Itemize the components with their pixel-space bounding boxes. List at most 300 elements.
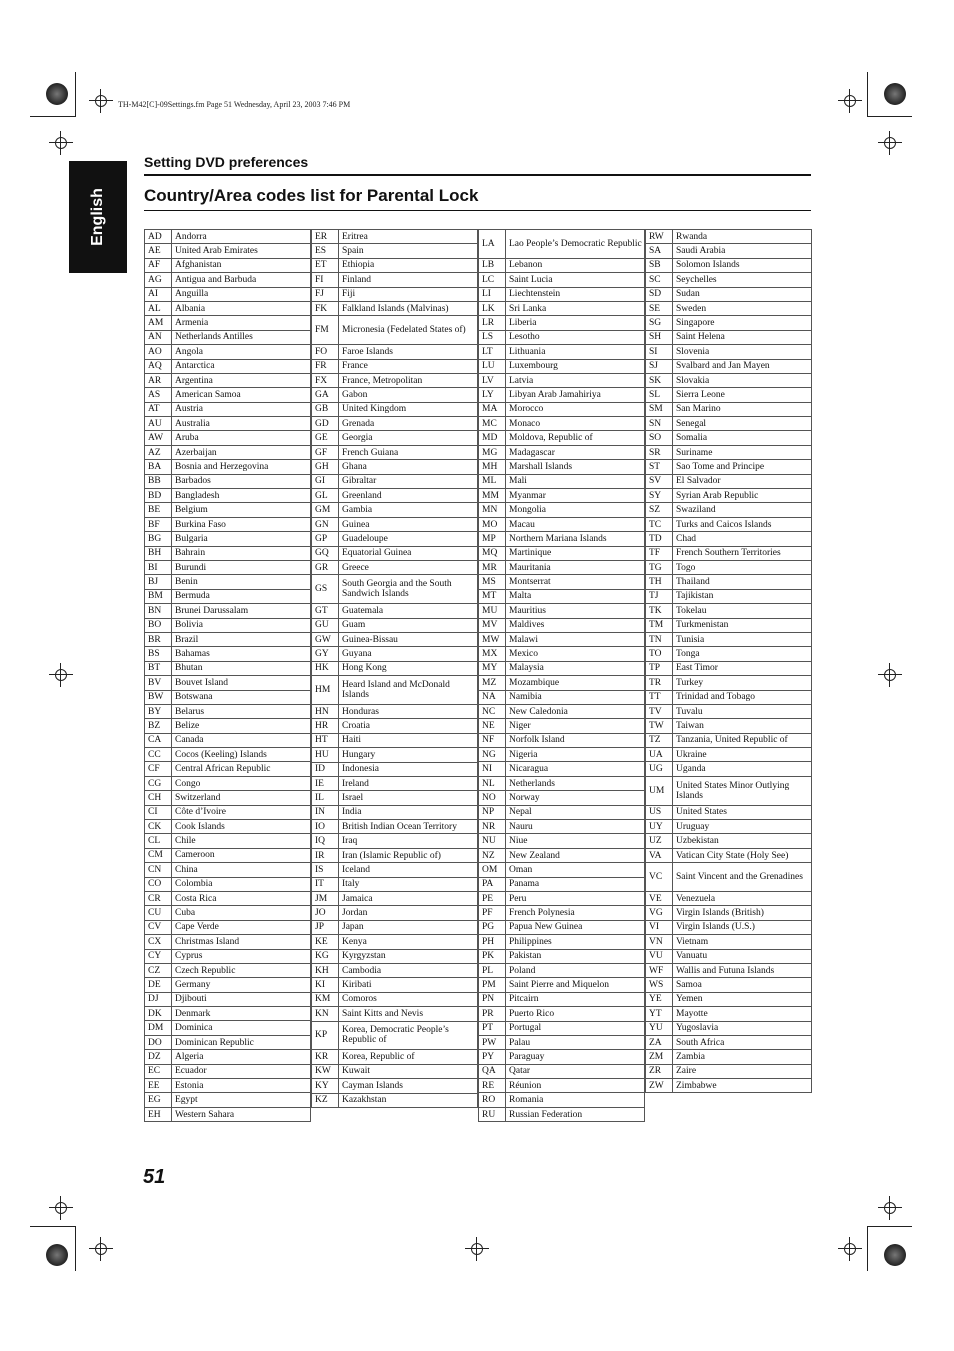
country-name: Algeria xyxy=(172,1050,311,1064)
country-name: Azerbaijan xyxy=(172,445,311,459)
country-code: VU xyxy=(646,949,673,963)
country-code: GT xyxy=(312,604,339,618)
code-row xyxy=(145,805,311,819)
country-name: Chile xyxy=(172,834,311,848)
country-name: France xyxy=(339,359,478,373)
country-name: Mauritania xyxy=(506,561,645,575)
country-code: WS xyxy=(646,978,673,992)
country-name: Bhutan xyxy=(172,661,311,675)
country-name: Sierra Leone xyxy=(673,388,812,402)
country-code: BN xyxy=(145,604,172,618)
country-code: RW xyxy=(646,230,673,244)
country-code: CO xyxy=(145,877,172,891)
country-name: South Georgia and the South Sandwich Islands xyxy=(339,575,478,604)
country-name: Guinea-Bissau xyxy=(339,632,478,646)
code-row xyxy=(145,632,311,646)
country-code: AE xyxy=(145,244,172,258)
country-name: Israel xyxy=(339,791,478,805)
country-name: Niue xyxy=(506,834,645,848)
country-code: MH xyxy=(479,460,506,474)
country-name: Latvia xyxy=(506,373,645,387)
code-row xyxy=(312,632,478,646)
country-name: Lithuania xyxy=(506,345,645,359)
country-code: TH xyxy=(646,575,673,589)
country-name: Italy xyxy=(339,877,478,891)
code-row xyxy=(312,532,478,546)
code-row xyxy=(646,920,812,934)
country-code: CY xyxy=(145,949,172,963)
country-name: Mayotte xyxy=(673,1007,812,1021)
country-code: AO xyxy=(145,345,172,359)
country-code: KY xyxy=(312,1079,339,1093)
country-name: Jamaica xyxy=(339,892,478,906)
code-row xyxy=(312,287,478,301)
country-name: Marshall Islands xyxy=(506,460,645,474)
code-row xyxy=(145,388,311,402)
code-row xyxy=(145,460,311,474)
country-code: GL xyxy=(312,489,339,503)
crop-mark xyxy=(867,1226,912,1227)
code-row xyxy=(145,230,311,244)
country-name: Vietnam xyxy=(673,935,812,949)
country-name: Haiti xyxy=(339,733,478,747)
section-heading: Setting DVD preferences xyxy=(144,154,309,170)
country-name: Tokelau xyxy=(673,604,812,618)
crop-mark xyxy=(867,116,912,117)
code-row xyxy=(646,316,812,330)
country-code: ST xyxy=(646,460,673,474)
country-name: Malta xyxy=(506,589,645,603)
code-row xyxy=(145,1093,311,1107)
country-code: RU xyxy=(479,1107,506,1121)
country-name: Burundi xyxy=(172,560,311,574)
country-name: Kyrgyzstan xyxy=(339,949,478,963)
code-row xyxy=(312,316,478,345)
country-name: Guadeloupe xyxy=(339,532,478,546)
code-row xyxy=(479,316,645,330)
code-row xyxy=(312,388,478,402)
country-code: PA xyxy=(479,877,506,891)
country-name: Greece xyxy=(339,561,478,575)
country-code: IE xyxy=(312,776,339,790)
country-code: US xyxy=(646,805,673,819)
country-name: Palau xyxy=(506,1035,645,1049)
code-row xyxy=(145,762,311,776)
country-name: Australia xyxy=(172,417,311,431)
country-code: SO xyxy=(646,431,673,445)
country-name: Spain xyxy=(339,244,478,258)
country-name: Singapore xyxy=(673,316,812,330)
country-code: CU xyxy=(145,906,172,920)
code-row xyxy=(479,258,645,272)
country-code: VA xyxy=(646,848,673,862)
code-row xyxy=(145,532,311,546)
country-name: Syrian Arab Republic xyxy=(673,489,812,503)
code-row xyxy=(646,244,812,258)
code-row xyxy=(479,230,645,259)
language-tab-label: English xyxy=(89,188,106,246)
country-code: SI xyxy=(646,345,673,359)
country-code: RE xyxy=(479,1079,506,1093)
crop-mark xyxy=(30,116,75,117)
code-row xyxy=(479,359,645,373)
code-row xyxy=(646,258,812,272)
code-row xyxy=(312,1093,478,1107)
code-row xyxy=(479,632,645,646)
code-row xyxy=(312,892,478,906)
country-name: Somalia xyxy=(673,431,812,445)
code-row xyxy=(312,474,478,488)
country-name: Poland xyxy=(506,963,645,977)
code-row xyxy=(646,676,812,690)
country-name: Saint Kitts and Nevis xyxy=(339,1007,478,1021)
country-name: Uruguay xyxy=(673,820,812,834)
country-name: Solomon Islands xyxy=(673,258,812,272)
country-code: BY xyxy=(145,704,172,718)
country-name: Colombia xyxy=(172,877,311,891)
country-code: LU xyxy=(479,359,506,373)
code-row xyxy=(646,805,812,819)
code-table-column-2 xyxy=(311,229,478,1108)
code-row xyxy=(479,1064,645,1078)
code-row xyxy=(646,575,812,589)
code-row xyxy=(145,273,311,287)
country-code: CK xyxy=(145,820,172,834)
code-row xyxy=(145,935,311,949)
country-code: CN xyxy=(145,863,172,877)
code-row xyxy=(646,733,812,747)
code-row xyxy=(312,978,478,992)
country-code: IQ xyxy=(312,834,339,848)
code-row xyxy=(646,632,812,646)
country-code: KM xyxy=(312,992,339,1006)
country-name: Afghanistan xyxy=(172,258,311,272)
code-row xyxy=(646,273,812,287)
country-code: MO xyxy=(479,517,506,531)
code-row xyxy=(312,546,478,560)
country-name: Saint Vincent and the Grenadines xyxy=(673,863,812,892)
country-code: NP xyxy=(479,805,506,819)
country-code: BT xyxy=(145,661,172,675)
country-code: FJ xyxy=(312,287,339,301)
code-row xyxy=(145,719,311,733)
country-name: Turkmenistan xyxy=(673,618,812,632)
country-code: GP xyxy=(312,532,339,546)
code-row xyxy=(479,733,645,747)
country-code: CG xyxy=(145,776,172,790)
country-name: Northern Mariana Islands xyxy=(506,532,645,546)
country-code: ZR xyxy=(646,1064,673,1078)
country-code: MU xyxy=(479,604,506,618)
country-code: ER xyxy=(312,230,339,244)
country-code: SE xyxy=(646,301,673,315)
country-code: SB xyxy=(646,258,673,272)
country-code: RO xyxy=(479,1093,506,1107)
country-code: PT xyxy=(479,1021,506,1035)
country-name: Saint Lucia xyxy=(506,273,645,287)
country-code: MD xyxy=(479,431,506,445)
country-name: Indonesia xyxy=(339,762,478,776)
code-row xyxy=(646,345,812,359)
country-name: Cape Verde xyxy=(172,920,311,934)
country-name: Puerto Rico xyxy=(506,1007,645,1021)
country-code: MW xyxy=(479,632,506,646)
country-name: Svalbard and Jan Mayen xyxy=(673,359,812,373)
country-name: Mali xyxy=(506,474,645,488)
country-name: Nauru xyxy=(506,820,645,834)
country-code: KZ xyxy=(312,1093,339,1107)
country-name: Myanmar xyxy=(506,489,645,503)
code-row xyxy=(646,230,812,244)
country-code: IN xyxy=(312,805,339,819)
country-name: Western Sahara xyxy=(172,1107,311,1121)
crosshair-mark xyxy=(49,663,73,687)
country-code: MC xyxy=(479,417,506,431)
code-row xyxy=(646,1035,812,1049)
country-code: PY xyxy=(479,1050,506,1064)
code-row xyxy=(312,503,478,517)
country-name: Gabon xyxy=(339,388,478,402)
code-row xyxy=(479,460,645,474)
country-name: Peru xyxy=(506,891,645,905)
code-row xyxy=(312,460,478,474)
country-code: FM xyxy=(312,316,339,345)
country-code: MQ xyxy=(479,546,506,560)
page-number: 51 xyxy=(143,1166,166,1188)
code-row xyxy=(312,1079,478,1093)
code-row xyxy=(145,474,311,488)
code-row xyxy=(312,445,478,459)
country-name: Cameroon xyxy=(172,848,311,862)
country-name: Bahamas xyxy=(172,647,311,661)
country-code: ES xyxy=(312,244,339,258)
country-name: United States Minor Outlying Islands xyxy=(673,776,812,805)
country-name: Papua New Guinea xyxy=(506,920,645,934)
language-tab xyxy=(69,161,127,273)
country-code: UZ xyxy=(646,834,673,848)
code-row xyxy=(479,949,645,963)
country-name: French Southern Territories xyxy=(673,546,812,560)
code-row xyxy=(479,776,645,790)
code-row xyxy=(646,719,812,733)
code-row xyxy=(646,949,812,963)
code-row xyxy=(312,273,478,287)
country-code: TC xyxy=(646,517,673,531)
country-code: GI xyxy=(312,474,339,488)
country-code: SM xyxy=(646,402,673,416)
code-row xyxy=(145,589,311,603)
country-code: SN xyxy=(646,417,673,431)
country-name: Honduras xyxy=(339,704,478,718)
country-name: Yugoslavia xyxy=(673,1021,812,1035)
country-name: Philippines xyxy=(506,935,645,949)
country-name: Lebanon xyxy=(506,258,645,272)
country-code: SY xyxy=(646,489,673,503)
country-name: Jordan xyxy=(339,906,478,920)
country-code: DO xyxy=(145,1035,172,1049)
country-code: LV xyxy=(479,373,506,387)
country-name: American Samoa xyxy=(172,388,311,402)
code-row xyxy=(646,388,812,402)
code-row xyxy=(646,546,812,560)
country-code: GN xyxy=(312,517,339,531)
code-row xyxy=(312,604,478,618)
crosshair-mark xyxy=(465,1237,489,1261)
code-row xyxy=(479,1050,645,1064)
country-code: CZ xyxy=(145,963,172,977)
country-code: DJ xyxy=(145,992,172,1006)
country-name: Gibraltar xyxy=(339,474,478,488)
country-name: Georgia xyxy=(339,431,478,445)
code-row xyxy=(312,776,478,790)
country-name: Denmark xyxy=(172,1007,311,1021)
code-row xyxy=(312,748,478,762)
country-code: SG xyxy=(646,316,673,330)
code-row xyxy=(312,762,478,776)
country-code: KP xyxy=(312,1021,339,1050)
code-row xyxy=(479,992,645,1006)
country-name: Yemen xyxy=(673,992,812,1006)
crosshair-mark xyxy=(89,89,113,113)
country-code: VE xyxy=(646,892,673,906)
code-row xyxy=(646,1007,812,1021)
country-code: ZA xyxy=(646,1035,673,1049)
country-name: Vanuatu xyxy=(673,949,812,963)
country-name: French Guiana xyxy=(339,445,478,459)
country-name: Qatar xyxy=(506,1064,645,1078)
code-row xyxy=(646,402,812,416)
code-row xyxy=(646,589,812,603)
country-code: IL xyxy=(312,791,339,805)
code-row xyxy=(479,301,645,315)
code-row xyxy=(145,704,311,718)
country-name: Falkland Islands (Malvinas) xyxy=(339,301,478,315)
code-row xyxy=(479,561,645,575)
country-code: TO xyxy=(646,647,673,661)
country-code: SR xyxy=(646,445,673,459)
code-row xyxy=(646,978,812,992)
country-name: Bouvet Island xyxy=(172,676,311,690)
code-row xyxy=(646,848,812,862)
code-row xyxy=(145,402,311,416)
code-row xyxy=(145,863,311,877)
country-name: Nigeria xyxy=(506,748,645,762)
country-name: Japan xyxy=(339,920,478,934)
country-name: Swaziland xyxy=(673,503,812,517)
country-name: Sweden xyxy=(673,301,812,315)
country-name: Ethiopia xyxy=(339,258,478,272)
country-code: TP xyxy=(646,661,673,675)
country-name: Taiwan xyxy=(673,719,812,733)
code-row xyxy=(479,805,645,819)
code-row xyxy=(646,963,812,977)
country-name: Mongolia xyxy=(506,503,645,517)
country-code: HM xyxy=(312,676,339,705)
country-code: PF xyxy=(479,906,506,920)
country-code: AZ xyxy=(145,445,172,459)
code-row xyxy=(145,503,311,517)
country-code: NC xyxy=(479,704,506,718)
country-name: New Caledonia xyxy=(506,704,645,718)
code-row xyxy=(479,273,645,287)
country-code: SJ xyxy=(646,359,673,373)
country-name: Iran (Islamic Republic of) xyxy=(339,848,478,862)
country-code: MN xyxy=(479,503,506,517)
country-code: PL xyxy=(479,963,506,977)
country-name: Uganda xyxy=(673,762,812,776)
country-name: Sudan xyxy=(673,287,812,301)
country-name: Wallis and Futuna Islands xyxy=(673,963,812,977)
country-code: CC xyxy=(145,748,172,762)
country-name: Russian Federation xyxy=(506,1107,645,1121)
country-name: United Arab Emirates xyxy=(172,244,311,258)
code-row xyxy=(145,301,311,315)
country-name: Cayman Islands xyxy=(339,1079,478,1093)
country-code: HN xyxy=(312,704,339,718)
country-name: Suriname xyxy=(673,445,812,459)
country-name: San Marino xyxy=(673,402,812,416)
code-row xyxy=(479,647,645,661)
code-row xyxy=(145,920,311,934)
country-name: Belgium xyxy=(172,503,311,517)
code-row xyxy=(479,863,645,877)
crop-mark xyxy=(75,72,76,117)
code-row xyxy=(145,1079,311,1093)
country-code: NZ xyxy=(479,848,506,862)
code-row xyxy=(312,517,478,531)
country-code: NO xyxy=(479,791,506,805)
code-row xyxy=(479,661,645,675)
code-row xyxy=(145,445,311,459)
country-code: MV xyxy=(479,618,506,632)
country-code: KH xyxy=(312,963,339,977)
code-row xyxy=(479,287,645,301)
code-row xyxy=(479,1079,645,1093)
country-name: Croatia xyxy=(339,719,478,733)
country-name: Switzerland xyxy=(172,791,311,805)
code-row xyxy=(646,532,812,546)
country-name: Fiji xyxy=(339,287,478,301)
country-name: Hong Kong xyxy=(339,661,478,675)
country-name: Tajikistan xyxy=(673,589,812,603)
crosshair-mark xyxy=(878,1196,902,1220)
code-row xyxy=(479,604,645,618)
country-code: FO xyxy=(312,345,339,359)
country-name: India xyxy=(339,805,478,819)
country-name: Morocco xyxy=(506,402,645,416)
country-name: Albania xyxy=(172,301,311,315)
crosshair-mark xyxy=(838,89,862,113)
country-name: Rwanda xyxy=(673,230,812,244)
country-code: DE xyxy=(145,978,172,992)
country-code: BW xyxy=(145,690,172,704)
country-name: Grenada xyxy=(339,417,478,431)
country-name: Macau xyxy=(506,517,645,531)
country-name: Netherlands Antilles xyxy=(172,330,311,344)
country-name: Greenland xyxy=(339,489,478,503)
country-code: MG xyxy=(479,445,506,459)
crop-mark xyxy=(75,1226,76,1271)
country-name: Guinea xyxy=(339,517,478,531)
code-row xyxy=(646,287,812,301)
code-row xyxy=(145,316,311,330)
country-code: DM xyxy=(145,1021,172,1035)
country-name: El Salvador xyxy=(673,474,812,488)
country-code: GA xyxy=(312,388,339,402)
country-code: BM xyxy=(145,589,172,603)
country-code: ZM xyxy=(646,1050,673,1064)
code-row xyxy=(145,647,311,661)
